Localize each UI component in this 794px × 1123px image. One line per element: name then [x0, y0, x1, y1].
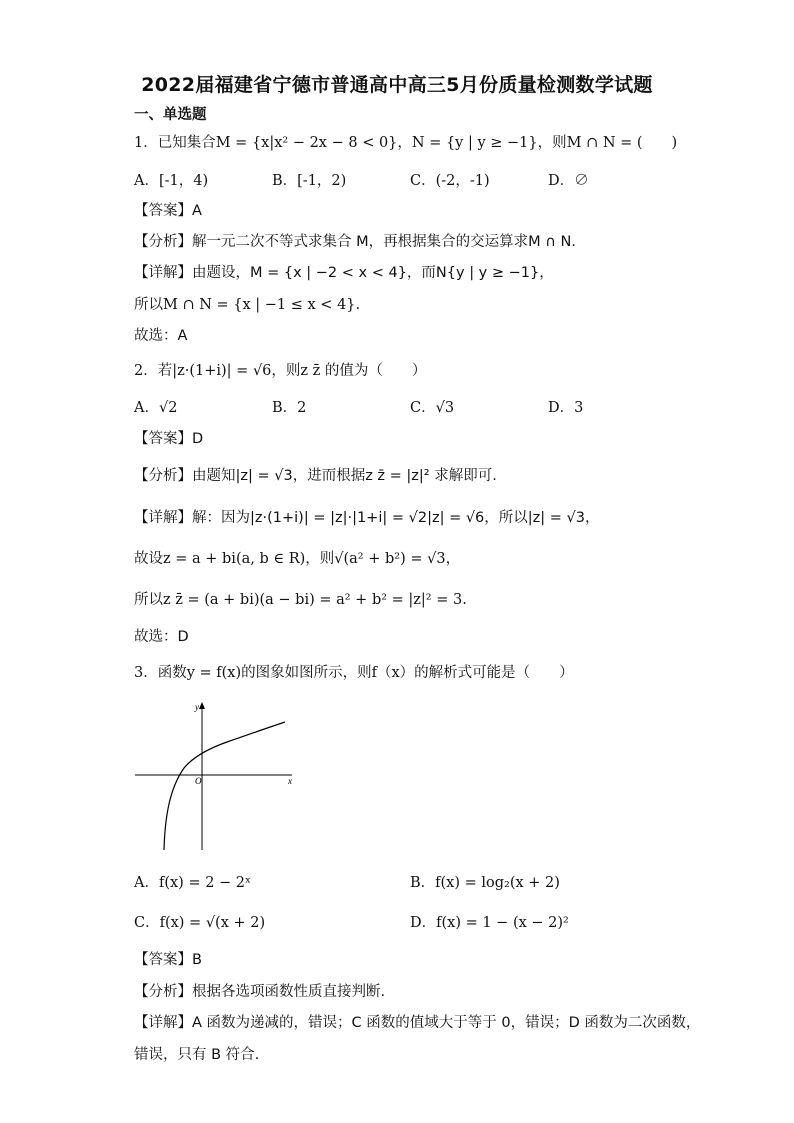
q1-stem: 1．已知集合M = {x|x² − 2x − 8 < 0}，N = {y | y ≥ −1}，则M ∩ N = ( ) [134, 135, 678, 151]
q1-detail-1: 【详解】由题设，M = {x | −2 < x < 4}，而N{y | y ≥ −1}， [134, 265, 554, 281]
q2-option-c: C．√3 [410, 400, 455, 416]
function-graph [132, 700, 297, 855]
q3-stem: 3．函数y = f(x)的图象如图所示，则f（x）的解析式可能是（ ） [134, 665, 574, 681]
x-axis-label: x [288, 776, 292, 786]
q3-answer: 【答案】B [134, 952, 202, 968]
q2-analysis: 【分析】由题知|z| = √3，进而根据z z̄ = |z|² 求解即可. [134, 468, 497, 484]
origin-label: O [195, 776, 202, 786]
q1-option-a: A．[-1，4) [134, 173, 209, 189]
y-axis-label: y [195, 702, 199, 712]
y-axis-arrow [199, 702, 205, 709]
q2-choice: 故选：D [134, 629, 189, 645]
q1-option-b: B．[-1，2) [272, 173, 347, 189]
q3-analysis: 【分析】根据各选项函数性质直接判断. [134, 984, 386, 1000]
q2-option-b: B．2 [272, 400, 307, 416]
function-curve [164, 722, 285, 850]
q1-detail-2: 所以M ∩ N = {x | −1 ≤ x < 4}. [134, 297, 361, 313]
q3-option-c: C．f(x) = √(x + 2) [134, 915, 266, 931]
q3-option-b: B．f(x) = log₂(x + 2) [410, 875, 560, 891]
q2-detail-2: 故设z = a + bi(a, b ∈ R)，则√(a² + b²) = √3， [134, 551, 461, 567]
page-title: 2022届福建省宁德市普通高中高三5月份质量检测数学试题 [141, 74, 653, 96]
section-heading: 一、单选题 [134, 107, 207, 123]
q1-choice: 故选：A [134, 328, 188, 344]
q1-analysis: 【分析】解一元二次不等式求集合 M，再根据集合的交运算求M ∩ N. [134, 234, 576, 250]
q1-option-d: D．∅ [548, 173, 589, 189]
q2-option-d: D．3 [548, 400, 584, 416]
q2-detail-3: 所以z z̄ = (a + bi)(a − bi) = a² + b² = |z|² = 3. [134, 592, 467, 608]
q3-detail-1: 【详解】A 函数为递减的，错误；C 函数的值域大于等于 0，错误；D 函数为二次函数， [134, 1015, 701, 1031]
q3-option-a: A．f(x) = 2 − 2ˣ [134, 875, 252, 891]
q2-option-a: A．√2 [134, 400, 178, 416]
q1-option-c: C．(-2，-1) [410, 173, 490, 189]
q1-answer: 【答案】A [134, 203, 202, 219]
q2-stem: 2．若|z·(1+i)| = √6，则z z̄ 的值为（ ） [134, 363, 427, 379]
q3-option-d: D．f(x) = 1 − (x − 2)² [410, 915, 569, 931]
q2-answer: 【答案】D [134, 431, 204, 447]
q3-detail-2: 错误，只有 B 符合. [134, 1047, 260, 1063]
q2-detail-1: 【详解】解：因为|z·(1+i)| = |z|·|1+i| = √2|z| = √6，所以|z| = √3， [134, 510, 600, 526]
